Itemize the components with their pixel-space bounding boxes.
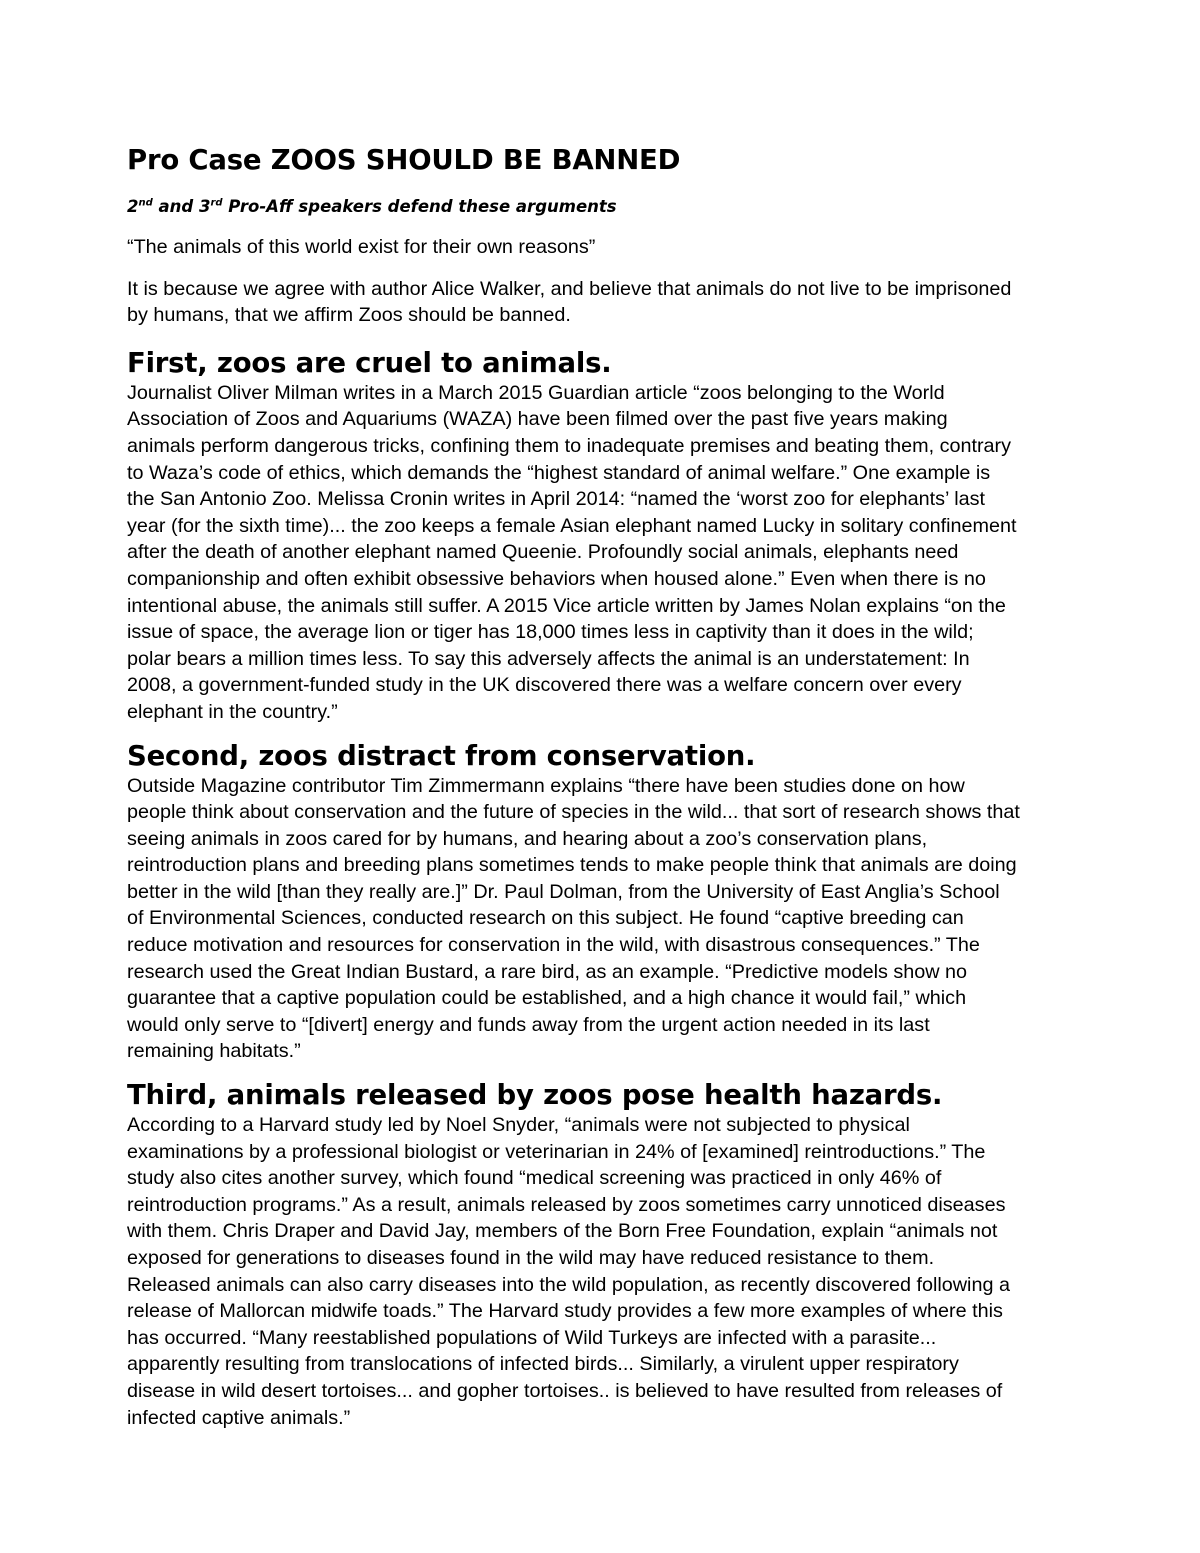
body-line: has occurred. “Many reestablished populations of Wild Turkeys are infected with a parasite... — [127, 1326, 937, 1349]
subtitle-rest: Pro-Aff speakers defend these arguments — [222, 197, 617, 216]
body-line: reintroduction programs.” As a result, animals released by zoos sometimes carry unnoticed diseases — [127, 1193, 1006, 1216]
section-heading-conservation: Second, zoos distract from conservation. — [127, 739, 756, 772]
body-line: Association of Zoos and Aquariums (WAZA) have been filmed over the past five years making — [127, 408, 948, 431]
section-body-health-hazards — [127, 1112, 1112, 1431]
body-line: examinations by a professional biologist or veterinarian in 24% of [examined] reintroductions.” The — [127, 1140, 986, 1163]
body-line: better in the wild [than they really are.]” Dr. Paul Dolman, from the University of East Anglia’s School — [127, 880, 1000, 903]
body-line: after the death of another elephant named Queenie. Profoundly social animals, elephants need — [127, 541, 959, 564]
body-line: exposed for generations to diseases found in the wild may have reduced resistance to them. — [127, 1247, 935, 1269]
intro-paragraph — [127, 276, 1112, 329]
body-line: the San Antonio Zoo. Melissa Cronin writes in April 2014: “named the ‘worst zoo for elephants’ last — [127, 488, 986, 511]
intro-line: It is because we agree with author Alice Walker, and believe that animals do not live to be imprisoned — [127, 277, 1012, 300]
body-line: issue of space, the average lion or tiger has 18,000 times less in captivity than it does in the wild; — [127, 621, 974, 644]
body-line: 2008, a government-funded study in the UK discovered there was a welfare concern over every — [127, 674, 962, 697]
document-page — [127, 142, 1112, 1444]
section-body-conservation — [127, 773, 1112, 1066]
body-line: would only serve to “[divert] energy and funds away from the urgent action needed in its last — [127, 1013, 930, 1036]
body-line: animals perform dangerous tricks, confining them to inadequate premises and beating them, contrary — [127, 434, 1012, 457]
body-line: Released animals can also carry diseases into the wild population, as recently discovered following a — [127, 1273, 1010, 1296]
speakers-subtitle — [127, 196, 1112, 218]
subtitle-and-text: and 3 — [152, 197, 211, 216]
body-line: intentional abuse, the animals still suffer. A 2015 Vice article written by James Nolan explains “on the — [127, 594, 1006, 617]
body-line: guarantee that a captive population could be established, and a high chance it would fail,” which — [127, 987, 967, 1010]
section-heading-health-hazards: Third, animals released by zoos pose health hazards. — [127, 1079, 943, 1112]
body-line: release of Mallorcan midwife toads.” The Harvard study provides a few more examples of where this — [127, 1300, 1003, 1323]
opening-quote: “The animals of this world exist for their own reasons” — [127, 236, 596, 258]
body-line: remaining habitats.” — [127, 1040, 301, 1063]
body-line: with them. Chris Draper and David Jay, members of the Born Free Foundation, explain “animals not — [127, 1220, 998, 1243]
body-line: companionship and often exhibit obsessive behaviors when housed alone.” Even when there is no — [127, 567, 986, 590]
body-line: people think about conservation and the future of species in the wild... that sort of research shows that — [127, 801, 1020, 824]
subtitle-ordinal-1: 2 — [127, 197, 139, 216]
document-title: Pro Case ZOOS SHOULD BE BANNED — [127, 144, 681, 176]
body-line: seeing animals in zoos cared for by humans, and hearing about a zoo’s conservation plans, — [127, 827, 928, 850]
body-line: apparently resulting from translocations of infected birds... Similarly, a virulent upper respiratory — [127, 1353, 959, 1376]
body-line: disease in wild desert tortoises... and gopher tortoises.. is believed to have resulted from releases of — [127, 1379, 1003, 1402]
body-line: to Waza’s code of ethics, which demands the “highest standard of animal welfare.” One example is — [127, 461, 991, 484]
body-line: infected captive animals.” — [127, 1406, 351, 1429]
body-line: polar bears a million times less. To say this adversely affects the animal is an understatement: In — [127, 647, 970, 670]
subtitle-ordinal-1-suffix: nd — [138, 197, 153, 209]
body-line: elephant in the country.” — [127, 700, 338, 723]
section-heading-cruelty: First, zoos are cruel to animals. — [127, 346, 612, 379]
body-line: year (for the sixth time)... the zoo keeps a female Asian elephant named Lucky in solitary confinement — [127, 514, 1017, 537]
body-line: of Environmental Sciences, conducted research on this subject. He found “captive breeding can — [127, 907, 964, 930]
body-line: reintroduction plans and breeding plans sometimes tends to make people think that animals are doing — [127, 854, 1017, 877]
body-line: According to a Harvard study led by Noel Snyder, “animals were not subjected to physical — [127, 1114, 910, 1137]
body-line: study also cites another survey, which found “medical screening was practiced in only 46% of — [127, 1167, 942, 1190]
intro-line: by humans, that we affirm Zoos should be banned. — [127, 304, 571, 327]
section-body-cruelty — [127, 380, 1112, 726]
body-line: reduce motivation and resources for conservation in the wild, with disastrous consequences.” The — [127, 934, 980, 957]
body-line: Outside Magazine contributor Tim Zimmermann explains “there have been studies done on how — [127, 774, 965, 797]
subtitle-ordinal-2-suffix: rd — [210, 197, 223, 209]
body-line: research used the Great Indian Bustard, a rare bird, as an example. “Predictive models show no — [127, 960, 968, 983]
body-line: Journalist Oliver Milman writes in a March 2015 Guardian article “zoos belonging to the World — [127, 381, 945, 404]
